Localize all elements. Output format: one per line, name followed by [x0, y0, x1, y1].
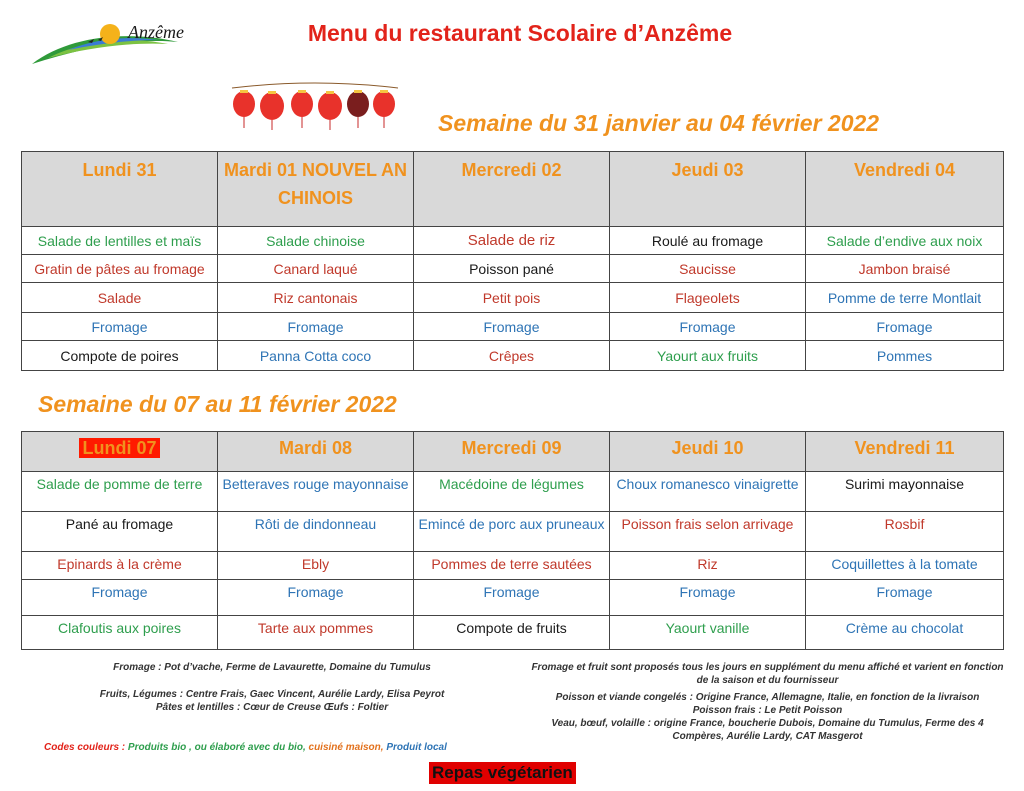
page-title: Menu du restaurant Scolaire d’Anzême: [307, 20, 733, 46]
menu-cell: Pommes: [806, 341, 1004, 371]
week1-day-monday: Lundi 31: [22, 152, 218, 227]
menu-cell: Compote de fruits: [414, 616, 610, 650]
footer-note: Pâtes et lentilles : Cœur de Creuse Œufs : Foltier: [155, 702, 389, 713]
codes-local: Produit local: [386, 742, 447, 753]
vegetarian-meal-badge: Repas végétarien: [429, 762, 576, 784]
menu-cell: Riz cantonais: [218, 283, 414, 313]
week2-starter-row: [22, 472, 1004, 512]
week1-cheese-row: [22, 313, 1004, 341]
footer-note: Veau, bœuf, volaille : origine France, boucherie Dubois, Domaine du Tumulus, Ferme des 4 Compères, Aurélie Lardy, CAT Masgerot: [551, 718, 984, 742]
footer-note: Fromage et fruit sont proposés tous les jours en supplément du menu affiché et varient en fonction de la saison et du fournisseur: [531, 662, 1004, 686]
week1-day-tuesday: Mardi 01 NOUVEL AN CHINOIS: [218, 152, 414, 227]
week2-day-monday: [22, 432, 218, 472]
week1-side-row: [22, 283, 1004, 313]
menu-cell: Fromage: [414, 313, 610, 341]
menu-cell: Salade de riz: [414, 227, 610, 255]
menu-cell: Salade: [22, 283, 218, 313]
menu-cell: Salade chinoise: [218, 227, 414, 255]
week2-day-tuesday: Mardi 08: [218, 432, 414, 472]
week2-menu-table: [21, 431, 1004, 650]
menu-cell: Clafoutis aux poires: [22, 616, 218, 650]
week2-day-thursday: Jeudi 10: [610, 432, 806, 472]
week2-title: Semaine du 07 au 11 février 2022: [38, 391, 397, 417]
week1-day-thursday: Jeudi 03: [610, 152, 806, 227]
menu-cell: Crêpes: [414, 341, 610, 371]
menu-cell: Fromage: [22, 313, 218, 341]
week2-side-row: [22, 552, 1004, 580]
menu-cell: Betteraves rouge mayonnaise: [218, 472, 414, 512]
menu-cell: Macédoine de légumes: [414, 472, 610, 512]
week1-starter-row: [22, 227, 1004, 255]
menu-cell: Salade de lentilles et maïs: [22, 227, 218, 255]
menu-cell: Fromage: [414, 580, 610, 616]
week1-header-row: [22, 152, 1004, 227]
anzeme-logo: [28, 16, 208, 68]
codes-bio: Produits bio , ou élaboré avec du bio,: [127, 742, 306, 753]
codes-label: Codes couleurs :: [44, 742, 126, 753]
menu-cell: Surimi mayonnaise: [806, 472, 1004, 512]
menu-cell: Gratin de pâtes au fromage: [22, 255, 218, 283]
svg-text:Anzême: Anzême: [128, 22, 184, 42]
menu-cell: Ebly: [218, 552, 414, 580]
week2-dessert-row: [22, 616, 1004, 650]
week1-dessert-row: [22, 341, 1004, 371]
color-codes-legend: [44, 742, 447, 753]
week2-header-row: [22, 432, 1004, 472]
menu-cell: Poisson frais selon arrivage: [610, 512, 806, 552]
menu-cell: Tarte aux pommes: [218, 616, 414, 650]
menu-cell: Salade de pomme de terre: [22, 472, 218, 512]
menu-cell: Riz: [610, 552, 806, 580]
menu-cell: Salade d’endive aux noix: [806, 227, 1004, 255]
footer-note: Fromage : Pot d’vache, Ferme de Lavaurette, Domaine du Tumulus: [113, 662, 431, 673]
footer-note: Poisson frais : Le Petit Poisson: [692, 705, 843, 716]
footer-suppliers-right: [530, 661, 1005, 743]
footer-suppliers-left: [22, 661, 522, 714]
menu-cell: Fromage: [22, 580, 218, 616]
menu-cell: Fromage: [218, 580, 414, 616]
menu-cell: Saucisse: [610, 255, 806, 283]
footer-note: Fruits, Légumes : Centre Frais, Gaec Vincent, Aurélie Lardy, Elisa Peyrot: [99, 689, 445, 700]
week2-day-wednesday: Mercredi 09: [414, 432, 610, 472]
week2-day-monday-label: Lundi 07: [79, 438, 159, 458]
week1-main-row: [22, 255, 1004, 283]
menu-cell: Panna Cotta coco: [218, 341, 414, 371]
menu-cell: Yaourt aux fruits: [610, 341, 806, 371]
menu-cell: Emincé de porc aux pruneaux: [414, 512, 610, 552]
menu-cell: Canard laqué: [218, 255, 414, 283]
menu-cell: Rôti de dindonneau: [218, 512, 414, 552]
menu-cell: Poisson pané: [414, 255, 610, 283]
week2-main-row: [22, 512, 1004, 552]
menu-cell: Fromage: [218, 313, 414, 341]
menu-cell: Fromage: [806, 580, 1004, 616]
menu-cell: Crème au chocolat: [806, 616, 1004, 650]
menu-cell: Pomme de terre Montlait: [806, 283, 1004, 313]
week1-menu-table: [21, 151, 1004, 371]
menu-cell: Epinards à la crème: [22, 552, 218, 580]
week2-cheese-row: [22, 580, 1004, 616]
menu-cell: Rosbif: [806, 512, 1004, 552]
menu-cell: Yaourt vanille: [610, 616, 806, 650]
menu-cell: Choux romanesco vinaigrette: [610, 472, 806, 512]
menu-cell: Fromage: [610, 580, 806, 616]
menu-cell: Fromage: [610, 313, 806, 341]
menu-cell: Pané au fromage: [22, 512, 218, 552]
menu-cell: Coquillettes à la tomate: [806, 552, 1004, 580]
week1-day-wednesday: Mercredi 02: [414, 152, 610, 227]
menu-cell: Petit pois: [414, 283, 610, 313]
week2-day-friday: Vendredi 11: [806, 432, 1004, 472]
week1-title: Semaine du 31 janvier au 04 février 2022: [438, 110, 880, 136]
footer-note: Poisson et viande congelés : Origine France, Allemagne, Italie, en fonction de la livraison: [555, 692, 980, 703]
menu-cell: Pommes de terre sautées: [414, 552, 610, 580]
menu-cell: Roulé au fromage: [610, 227, 806, 255]
menu-cell: Flageolets: [610, 283, 806, 313]
codes-maison: cuisiné maison,: [308, 742, 384, 753]
menu-cell: Fromage: [806, 313, 1004, 341]
chinese-lanterns-image: [230, 82, 400, 134]
menu-cell: Jambon braisé: [806, 255, 1004, 283]
week1-day-friday: Vendredi 04: [806, 152, 1004, 227]
menu-cell: Compote de poires: [22, 341, 218, 371]
